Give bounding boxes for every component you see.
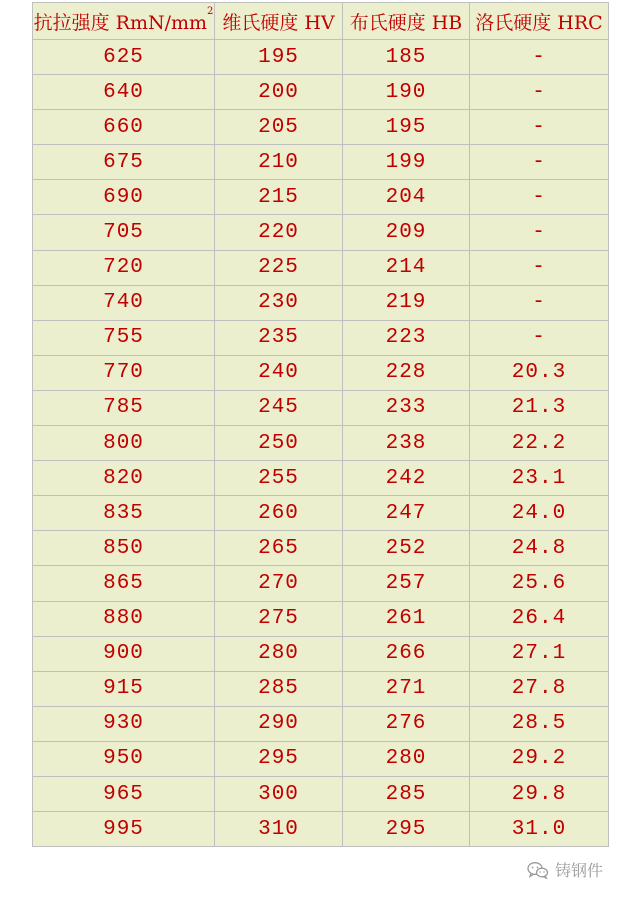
brinell-cell: 252 <box>343 531 470 566</box>
tensile-strength-cell: 930 <box>33 706 215 741</box>
header-vickers-hardness: 维氏硬度 HV <box>215 3 343 40</box>
table-row <box>33 40 609 75</box>
brinell-cell: 185 <box>343 40 470 75</box>
vickers-cell: 230 <box>215 285 343 320</box>
rockwell-cell: - <box>470 40 609 75</box>
tensile-strength-cell: 625 <box>33 40 215 75</box>
brinell-cell: 238 <box>343 426 470 461</box>
brinell-cell: 219 <box>343 285 470 320</box>
table-row <box>33 601 609 636</box>
table-row <box>33 426 609 461</box>
table-row <box>33 215 609 250</box>
vickers-cell: 215 <box>215 180 343 215</box>
brinell-cell: 214 <box>343 250 470 285</box>
rockwell-cell: 28.5 <box>470 706 609 741</box>
vickers-cell: 270 <box>215 566 343 601</box>
brinell-cell: 242 <box>343 461 470 496</box>
wechat-icon <box>527 861 549 879</box>
table-row <box>33 566 609 601</box>
vickers-cell: 240 <box>215 355 343 390</box>
vickers-cell: 280 <box>215 636 343 671</box>
table-row <box>33 706 609 741</box>
rockwell-cell: 20.3 <box>470 355 609 390</box>
brinell-cell: 266 <box>343 636 470 671</box>
vickers-cell: 255 <box>215 461 343 496</box>
vickers-cell: 310 <box>215 812 343 847</box>
tensile-strength-cell: 965 <box>33 776 215 811</box>
tensile-strength-cell: 865 <box>33 566 215 601</box>
vickers-cell: 300 <box>215 776 343 811</box>
vickers-cell: 205 <box>215 110 343 145</box>
table-row <box>33 496 609 531</box>
rockwell-cell: 29.2 <box>470 741 609 776</box>
header-rockwell-hardness: 洛氏硬度 HRC <box>470 3 609 40</box>
tensile-strength-cell: 755 <box>33 320 215 355</box>
rockwell-cell: - <box>470 145 609 180</box>
tensile-strength-cell: 995 <box>33 812 215 847</box>
vickers-cell: 195 <box>215 40 343 75</box>
table-row <box>33 180 609 215</box>
vickers-cell: 210 <box>215 145 343 180</box>
vickers-cell: 250 <box>215 426 343 461</box>
table-row <box>33 531 609 566</box>
table-row <box>33 671 609 706</box>
header-tensile-label: 抗拉强度 RmN/mm <box>33 11 208 34</box>
rockwell-cell: 24.0 <box>470 496 609 531</box>
brinell-cell: 295 <box>343 812 470 847</box>
vickers-cell: 285 <box>215 671 343 706</box>
vickers-cell: 290 <box>215 706 343 741</box>
brinell-cell: 199 <box>343 145 470 180</box>
rockwell-cell: - <box>470 215 609 250</box>
brinell-cell: 190 <box>343 75 470 110</box>
rockwell-cell: 26.4 <box>470 601 609 636</box>
watermark <box>527 858 603 881</box>
rockwell-cell: - <box>470 250 609 285</box>
vickers-cell: 260 <box>215 496 343 531</box>
tensile-strength-cell: 740 <box>33 285 215 320</box>
vickers-cell: 235 <box>215 320 343 355</box>
rockwell-cell: 25.6 <box>470 566 609 601</box>
table-row <box>33 320 609 355</box>
rockwell-cell: 27.1 <box>470 636 609 671</box>
header-tensile-strength <box>33 3 215 40</box>
brinell-cell: 195 <box>343 110 470 145</box>
tensile-strength-cell: 900 <box>33 636 215 671</box>
table-row <box>33 145 609 180</box>
tensile-strength-cell: 820 <box>33 461 215 496</box>
brinell-cell: 247 <box>343 496 470 531</box>
header-tensile-superscript: 2 <box>207 5 214 17</box>
header-brinell-hardness: 布氏硬度 HB <box>343 3 470 40</box>
table-row <box>33 390 609 425</box>
brinell-cell: 285 <box>343 776 470 811</box>
tensile-strength-cell: 640 <box>33 75 215 110</box>
table-row <box>33 776 609 811</box>
rockwell-cell: 21.3 <box>470 390 609 425</box>
brinell-cell: 209 <box>343 215 470 250</box>
brinell-cell: 223 <box>343 320 470 355</box>
vickers-cell: 225 <box>215 250 343 285</box>
rockwell-cell: - <box>470 285 609 320</box>
rockwell-cell: 27.8 <box>470 671 609 706</box>
rockwell-cell: 22.2 <box>470 426 609 461</box>
rockwell-cell: 29.8 <box>470 776 609 811</box>
tensile-strength-cell: 720 <box>33 250 215 285</box>
table-body <box>33 40 609 847</box>
table-row <box>33 250 609 285</box>
watermark-text: 铸钢件 <box>555 861 604 880</box>
tensile-strength-cell: 770 <box>33 355 215 390</box>
brinell-cell: 228 <box>343 355 470 390</box>
header-row <box>33 3 609 40</box>
tensile-strength-cell: 835 <box>33 496 215 531</box>
table-row <box>33 636 609 671</box>
brinell-cell: 261 <box>343 601 470 636</box>
rockwell-cell: - <box>470 110 609 145</box>
rockwell-cell: - <box>470 75 609 110</box>
tensile-strength-cell: 705 <box>33 215 215 250</box>
vickers-cell: 220 <box>215 215 343 250</box>
vickers-cell: 295 <box>215 741 343 776</box>
tensile-strength-cell: 660 <box>33 110 215 145</box>
rockwell-cell: - <box>470 320 609 355</box>
vickers-cell: 275 <box>215 601 343 636</box>
tensile-strength-cell: 785 <box>33 390 215 425</box>
brinell-cell: 233 <box>343 390 470 425</box>
rockwell-cell: - <box>470 180 609 215</box>
table-row <box>33 110 609 145</box>
vickers-cell: 265 <box>215 531 343 566</box>
brinell-cell: 271 <box>343 671 470 706</box>
tensile-strength-cell: 675 <box>33 145 215 180</box>
table-row <box>33 812 609 847</box>
brinell-cell: 204 <box>343 180 470 215</box>
tensile-strength-cell: 800 <box>33 426 215 461</box>
brinell-cell: 257 <box>343 566 470 601</box>
table-row <box>33 461 609 496</box>
table-row <box>33 285 609 320</box>
vickers-cell: 245 <box>215 390 343 425</box>
rockwell-cell: 24.8 <box>470 531 609 566</box>
rockwell-cell: 23.1 <box>470 461 609 496</box>
table-row <box>33 741 609 776</box>
tensile-strength-cell: 690 <box>33 180 215 215</box>
rockwell-cell: 31.0 <box>470 812 609 847</box>
vickers-cell: 200 <box>215 75 343 110</box>
tensile-strength-cell: 850 <box>33 531 215 566</box>
brinell-cell: 276 <box>343 706 470 741</box>
tensile-strength-cell: 950 <box>33 741 215 776</box>
table-row <box>33 75 609 110</box>
brinell-cell: 280 <box>343 741 470 776</box>
tensile-strength-cell: 880 <box>33 601 215 636</box>
table-row <box>33 355 609 390</box>
tensile-strength-cell: 915 <box>33 671 215 706</box>
hardness-conversion-table <box>32 2 609 847</box>
